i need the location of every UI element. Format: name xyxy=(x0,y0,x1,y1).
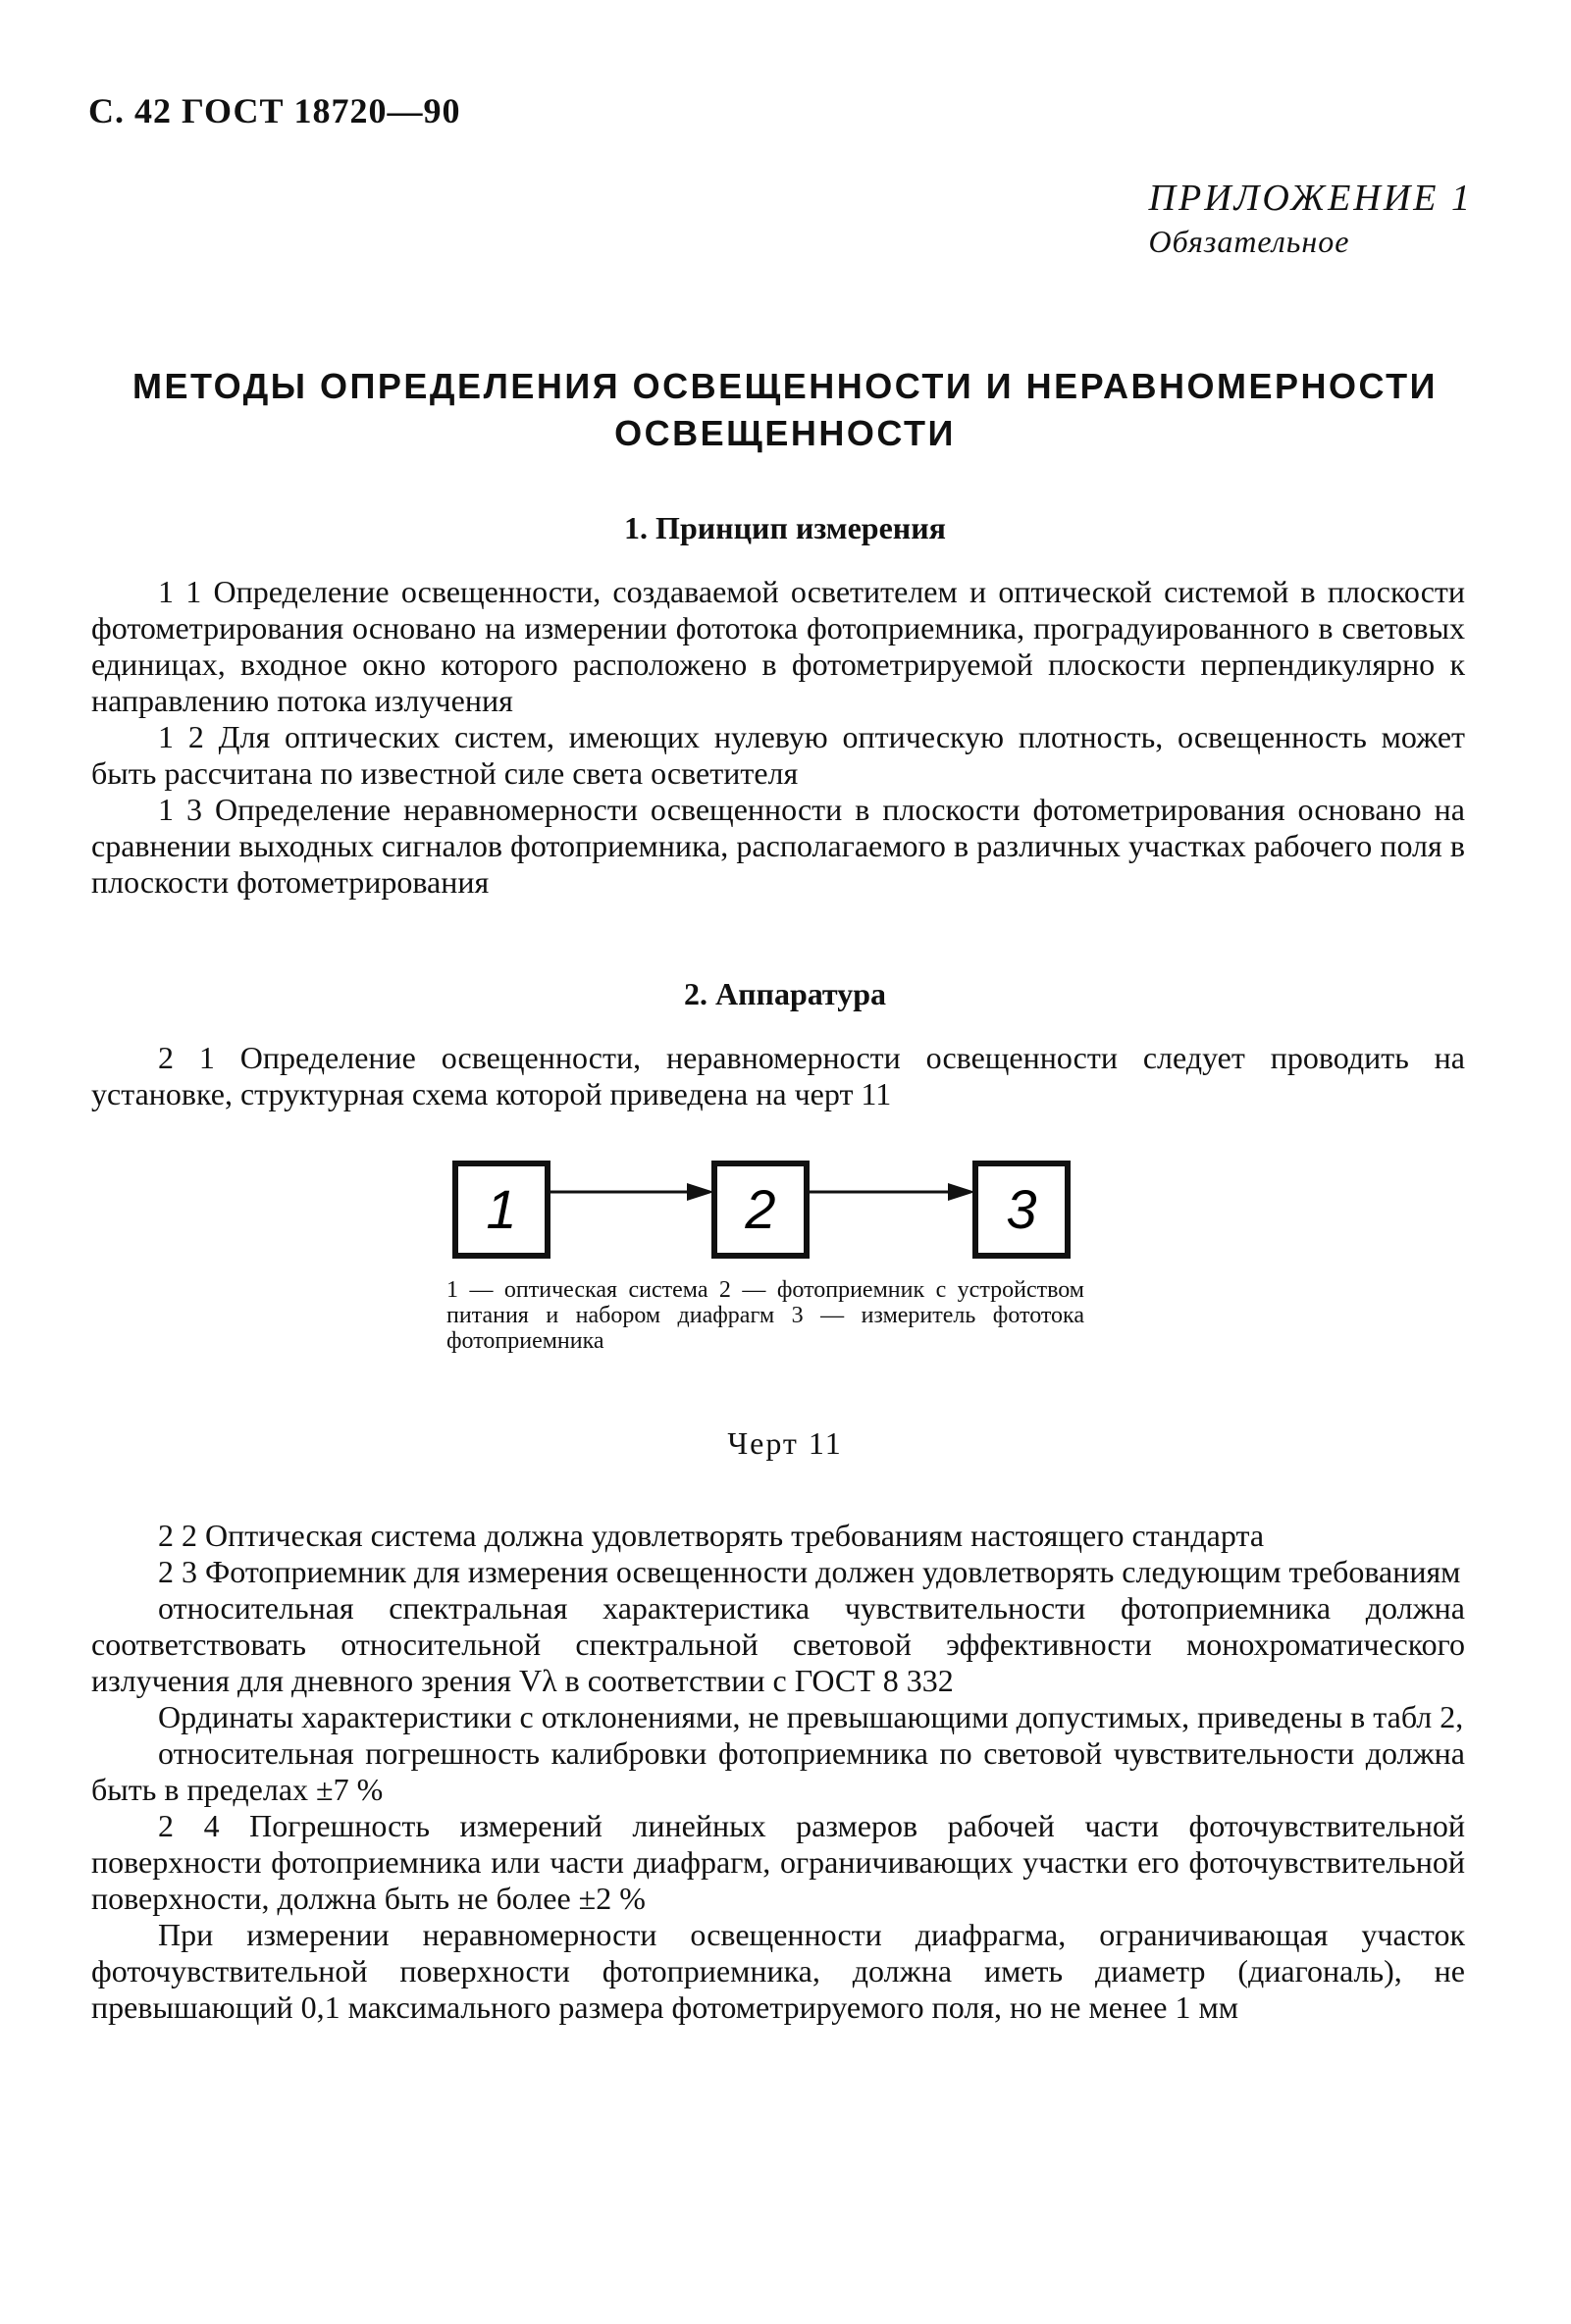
section-1-body xyxy=(91,574,1465,901)
paragraph: 1 1 Определение освещенности, создаваемой осветителем и оптической системой в плоскости фотометрирования основано на измерении фототока фотоприемника, проградуированного в световых единицах, входное окно которого расположено в фотометрируемой плоскости перпендикулярно к направлению потока излучения xyxy=(91,574,1465,718)
block-3-label: 3 xyxy=(1006,1178,1037,1240)
document-title: МЕТОДЫ ОПРЕДЕЛЕНИЯ ОСВЕЩЕННОСТИ И НЕРАВНОМЕРНОСТИ ОСВЕЩЕННОСТИ xyxy=(132,366,1438,453)
paragraph: относительная спектральная характеристика чувствительности фотоприемника должна соответствовать относительной спектральной световой эффективности монохроматического излучения для дневного зрения Vλ в соответствии с ГОСТ 8 332 xyxy=(91,1590,1465,1698)
figure-label: Черт 11 xyxy=(727,1425,843,1461)
section-2-body xyxy=(91,1518,1465,2026)
page-header: С. 42 ГОСТ 18720—90 xyxy=(88,91,461,130)
paragraph: 2 3 Фотоприемник для измерения освещенности должен удовлетворять следующим требованиям xyxy=(158,1554,1461,1589)
paragraph: 2 1 Определение освещенности, неравномерности освещенности следует проводить на установке, структурная схема которой приведена на черт 11 xyxy=(91,1040,1465,1111)
paragraph: 1 3 Определение неравномерности освещенности в плоскости фотометрирования основано на сравнении выходных сигналов фотоприемника, располагаемого в различных участках рабочего поля в плоскости фотометрирования xyxy=(91,792,1465,900)
appendix-label: ПРИЛОЖЕНИЕ 1 xyxy=(1148,178,1473,219)
section-2-heading: 2. Аппаратура xyxy=(683,976,887,1011)
block-2 xyxy=(714,1163,807,1256)
paragraph: 2 2 Оптическая система должна удовлетворять требованиям настоящего стандарта xyxy=(158,1518,1265,1553)
block-diagram xyxy=(451,1158,1079,1275)
paragraph: относительная погрешность калибровки фотоприемника по световой чувствительности должна быть в пределах ±7 % xyxy=(91,1735,1465,1807)
appendix-status: Обязательное xyxy=(1148,224,1350,259)
section-2-intro xyxy=(91,1040,1465,1112)
paragraph: 1 2 Для оптических систем, имеющих нулевую оптическую плотность, освещенность может быть рассчитана по известной силе света осветителя xyxy=(91,719,1465,791)
arrowhead-icon xyxy=(948,1183,975,1201)
block-2-label: 2 xyxy=(745,1178,776,1240)
paragraph: 2 4 Погрешность измерений линейных размеров рабочей части фоточувствительной поверхности фотоприемника или части диафрагм, ограничивающих участки его фоточувствительной поверхности, должна быть не более ±2 % xyxy=(91,1808,1465,1916)
arrowhead-icon xyxy=(687,1183,714,1201)
section-1-heading: 1. Принцип измерения xyxy=(624,510,946,545)
block-3 xyxy=(975,1163,1068,1256)
block-1-label: 1 xyxy=(486,1178,517,1240)
diagram-caption: 1 — оптическая система 2 — фотоприемник с устройством питания и набором диафрагм 3 — измеритель фототока фотоприемника xyxy=(446,1277,1084,1354)
paragraph: При измерении неравномерности освещенности диафрагма, ограничивающая участок фоточувствительной поверхности фотоприемника, должна иметь диаметр (диагональ), не превышающий 0,1 максимального размера фотометрируемого поля, но не менее 1 мм xyxy=(91,1917,1465,2025)
appendix-label-block xyxy=(1149,177,1473,260)
block-1 xyxy=(455,1163,548,1256)
paragraph: Ординаты характеристики с отклонениями, не превышающими допустимых, приведены в табл 2, xyxy=(158,1699,1464,1734)
